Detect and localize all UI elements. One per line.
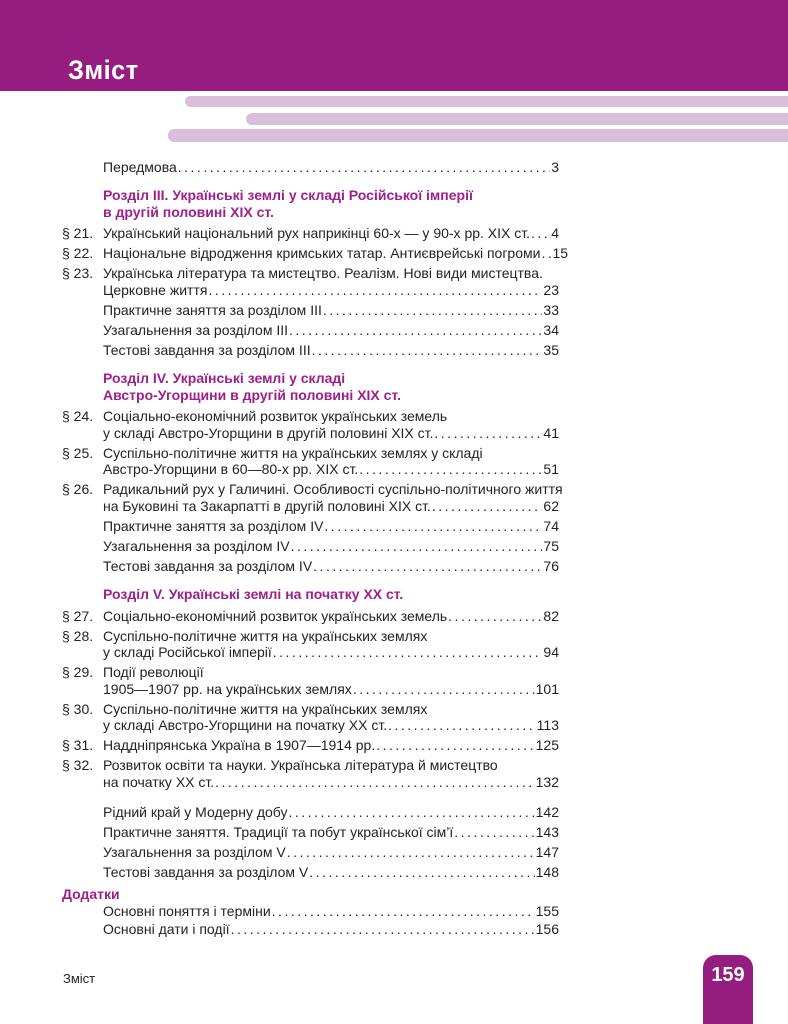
entry-body: [103, 159, 559, 176]
entry-page-number: 62: [543, 497, 559, 514]
decorative-bar-3: [168, 129, 788, 142]
entry-body: [103, 701, 559, 734]
entry-last-line: [103, 498, 559, 515]
entry-body: [103, 538, 559, 555]
entry-number: [62, 804, 103, 821]
entry-number: § 30.: [62, 700, 94, 717]
toc-entry: [62, 159, 559, 176]
dot-leader: [273, 644, 543, 661]
entry-page-number: 142: [535, 804, 559, 820]
entry-last-line: [103, 322, 559, 339]
toc-entry: [62, 225, 559, 242]
entry-text: Австро-Угорщини в 60—80-х рр. XIX ст.: [103, 461, 359, 477]
chapter-heading: [103, 370, 559, 403]
dot-leader: [376, 737, 534, 754]
dot-leader: [313, 558, 542, 575]
entry-number: § 26.: [62, 481, 94, 497]
entry-body: [103, 408, 559, 441]
entry-page-number: 101: [535, 680, 559, 697]
entry-page-number: 132: [535, 773, 559, 790]
entry-last-line: [103, 774, 559, 791]
entry-last-line: [103, 225, 559, 242]
entry-body: [103, 737, 559, 754]
entry-last-line: [103, 921, 559, 938]
entry-last-line: [103, 245, 569, 262]
toc-entry: [62, 408, 559, 441]
entry-text: у складі Австро-Угорщини в другій половині XIX ст.: [103, 424, 434, 441]
entry-number: § 25.: [62, 444, 94, 461]
toc-entry: [62, 757, 559, 790]
entry-page-number: 35: [543, 341, 559, 358]
entry-number: [62, 518, 103, 535]
entry-text: Узагальнення за розділом III: [103, 321, 289, 338]
entry-text: Національне відродження кримських татар. Антиєврейські погроми: [103, 245, 541, 261]
entry-page-number: 125: [535, 737, 559, 753]
entry-text: Суспільно-політичне життя на українських землях у складі: [103, 444, 483, 461]
entry-body: [103, 225, 559, 242]
toc-entry: [62, 824, 559, 841]
entry-text: Практичне заняття за розділом III: [103, 301, 322, 318]
entry-last-line: [103, 538, 559, 555]
entry-text: Церковне життя: [103, 281, 208, 298]
entry-text: у складі Австро-Угорщини на початку XX ст.: [103, 717, 388, 733]
entry-number: § 21.: [62, 225, 94, 241]
entry-text: на початку XX ст.: [103, 773, 215, 790]
entry-page-number: 41: [543, 424, 559, 441]
entry-body: [103, 664, 559, 697]
toc-entry: [62, 664, 559, 697]
entry-page-number: 74: [543, 517, 559, 534]
entry-text: 1905—1907 рр. на українських землях: [103, 680, 352, 697]
entry-page-number: 113: [536, 717, 559, 733]
entry-number: [62, 322, 103, 339]
toc-entry: [62, 445, 559, 478]
entry-last-line: [103, 737, 559, 754]
entry-body: [103, 844, 559, 861]
entry-text: Рідний край у Модерну добу: [103, 804, 288, 820]
appendix-heading: [62, 886, 559, 903]
dot-leader: [434, 425, 542, 442]
footer-section-label: Зміст: [63, 971, 96, 986]
dot-leader: [309, 864, 534, 881]
entry-text: у складі Російської імперії: [103, 644, 272, 660]
entry-page-number: 15: [552, 245, 569, 261]
entry-number: § 22.: [62, 245, 94, 261]
dot-leader: [287, 844, 535, 861]
dot-leader: [448, 608, 542, 625]
dot-leader: [312, 342, 543, 359]
dot-leader: [531, 225, 550, 242]
entry-text: Практичне заняття. Традиції та побут української сім’ї: [103, 824, 454, 840]
entry-last-line: [103, 461, 559, 478]
dot-leader: [388, 717, 536, 734]
entry-body: [103, 518, 559, 535]
entry-last-line: [103, 282, 559, 299]
entry-number: § 28.: [62, 627, 94, 644]
entry-text: Соціально-економічний розвиток українських земель: [103, 607, 448, 624]
toc-list: [62, 155, 569, 937]
entry-text: Основні дати і події: [103, 920, 230, 937]
page-number: 159: [711, 964, 745, 986]
entry-number: § 27.: [62, 607, 94, 624]
entry-last-line: [103, 518, 559, 535]
entry-page-number: 3: [551, 158, 559, 175]
toc-entry: [62, 628, 559, 661]
dot-leader: [541, 245, 551, 262]
entry-last-line: [103, 681, 559, 698]
dot-leader: [215, 774, 535, 791]
entry-last-line: [103, 644, 559, 661]
entry-text: Практичне заняття за розділом IV: [103, 517, 324, 534]
dot-leader: [359, 461, 542, 478]
entry-body: [103, 628, 559, 661]
entry-number: § 32.: [62, 757, 94, 773]
entry-text: Події революції: [103, 664, 204, 680]
toc-entry: [62, 265, 559, 298]
chapter-heading: [103, 586, 559, 603]
decorative-bar-2: [246, 113, 788, 125]
entry-text: Радикальний рух у Галичині. Особливості суспільно-політичного життя: [103, 481, 563, 497]
entry-number: [62, 558, 103, 575]
entry-number: § 31.: [62, 737, 94, 753]
dot-leader: [289, 322, 542, 339]
page-title: Зміст: [68, 55, 139, 85]
entry-page-number: 4: [551, 225, 559, 241]
page-header: [0, 0, 788, 91]
entry-page-number: 155: [535, 903, 559, 919]
entry-text: Тестові завдання за розділом V: [103, 864, 309, 880]
entry-number: [62, 903, 103, 920]
entry-text: Передмова: [103, 158, 177, 175]
decorative-bar-1: [185, 96, 788, 107]
entry-number: § 23.: [62, 265, 94, 281]
dot-leader: [178, 159, 550, 176]
heading-line: Розділ V. Українські землі на початку XX ст.: [103, 586, 404, 602]
entry-page-number: 143: [535, 824, 559, 840]
entry-last-line: [103, 804, 559, 821]
dot-leader: [323, 302, 543, 319]
dot-leader: [454, 824, 534, 841]
entry-text: Узагальнення за розділом IV: [103, 537, 290, 554]
entry-body: [103, 804, 559, 821]
chapter-heading: [103, 187, 559, 220]
entry-number: [62, 342, 103, 359]
entry-text: Наддніпрянська Україна в 1907—1914 рр.: [103, 737, 376, 753]
dot-leader: [231, 921, 535, 938]
entry-text: Суспільно-політичне життя на українських землях: [103, 627, 428, 644]
entry-last-line: [103, 425, 559, 442]
entry-body: [103, 608, 559, 625]
toc-entry: [62, 737, 559, 754]
entry-number: [62, 302, 103, 319]
entry-last-line: [103, 717, 559, 734]
toc-entry: [62, 245, 569, 262]
entry-text: Тестові завдання за розділом IV: [103, 557, 313, 574]
entry-last-line: [103, 342, 559, 359]
entry-body: [103, 445, 559, 478]
toc-entry: [62, 921, 559, 938]
entry-text: Український національний рух наприкінці 60-х — у 90-х рр. XIX ст.: [103, 225, 530, 241]
entry-page-number: 148: [535, 864, 559, 880]
toc-entry: [62, 322, 559, 339]
entry-number: § 24.: [62, 408, 94, 424]
entry-body: [103, 322, 559, 339]
entry-page-number: 156: [535, 920, 559, 937]
entry-text: Основні поняття і терміни: [103, 903, 271, 919]
toc-entry: [62, 844, 559, 861]
entry-body: [103, 824, 559, 841]
entry-body: [103, 342, 559, 359]
toc-entry: [62, 302, 559, 319]
entry-last-line: [103, 302, 559, 319]
entry-text: Соціально-економічний розвиток українських земель: [103, 408, 448, 424]
entry-page-number: 23: [543, 281, 559, 298]
entry-page-number: 51: [543, 461, 559, 477]
toc-entry: [62, 518, 559, 535]
dot-leader: [272, 903, 535, 920]
dot-leader: [208, 282, 542, 299]
dot-leader: [291, 538, 543, 555]
entry-last-line: [103, 608, 559, 625]
heading-line: Додатки: [62, 885, 120, 902]
entry-body: [103, 245, 569, 262]
toc-entry: [62, 701, 559, 734]
toc-entry: [62, 903, 559, 920]
entry-body: [103, 757, 559, 790]
heading-line: Розділ III. Українські землі у складі Російської імперії: [103, 187, 473, 203]
toc-entry: [62, 558, 559, 575]
entry-last-line: [103, 824, 559, 841]
entry-page-number: 94: [543, 644, 559, 660]
entry-page-number: 34: [543, 321, 559, 338]
entry-page-number: 76: [543, 557, 559, 574]
entry-last-line: [103, 903, 559, 920]
toc-entry: [62, 864, 559, 881]
entry-text: Розвиток освіти та науки. Українська література й мистецтво: [103, 757, 498, 773]
dot-leader: [353, 681, 535, 698]
entry-text: Українська література та мистецтво. Реалізм. Нові види мистецтва.: [103, 265, 543, 281]
page-number-badge: [703, 955, 753, 1024]
toc-entry: [62, 608, 559, 625]
entry-number: [62, 538, 103, 555]
entry-text: Узагальнення за розділом V: [103, 844, 286, 860]
toc-entry: [62, 481, 563, 514]
heading-line: Розділ IV. Українські землі у складі: [103, 370, 346, 386]
entry-last-line: [103, 864, 559, 881]
entry-number: [62, 864, 103, 881]
toc-entry: [62, 342, 559, 359]
entry-body: [103, 864, 559, 881]
entry-text: на Буковині та Закарпатті в другій половині XIX ст.: [103, 497, 431, 514]
entry-page-number: 33: [543, 301, 559, 318]
toc-entry: [62, 804, 559, 821]
entry-number: [62, 159, 103, 176]
entry-last-line: [103, 558, 559, 575]
entry-text: Тестові завдання за розділом III: [103, 341, 311, 358]
entry-page-number: 82: [543, 607, 559, 624]
dot-leader: [289, 804, 535, 821]
heading-line: в другій половині XIX ст.: [103, 203, 274, 220]
entry-last-line: [103, 844, 559, 861]
entry-body: [103, 921, 559, 938]
toc-entry: [62, 538, 559, 555]
entry-body: [103, 302, 559, 319]
dot-leader: [432, 498, 543, 515]
entry-page-number: 147: [535, 844, 559, 860]
heading-line: Австро-Угорщини в другій половині XIX ст.: [103, 386, 401, 403]
entry-page-number: 75: [543, 537, 559, 554]
entry-number: [62, 921, 103, 938]
entry-body: [103, 903, 559, 920]
entry-body: [103, 265, 559, 298]
entry-text: Суспільно-політичне життя на українських землях: [103, 700, 428, 717]
entry-number: § 29.: [62, 664, 94, 680]
entry-body: [103, 558, 559, 575]
entry-last-line: [103, 159, 559, 176]
entry-number: [62, 844, 103, 861]
entry-number: [62, 824, 103, 841]
dot-leader: [324, 518, 542, 535]
entry-body: [103, 481, 563, 514]
